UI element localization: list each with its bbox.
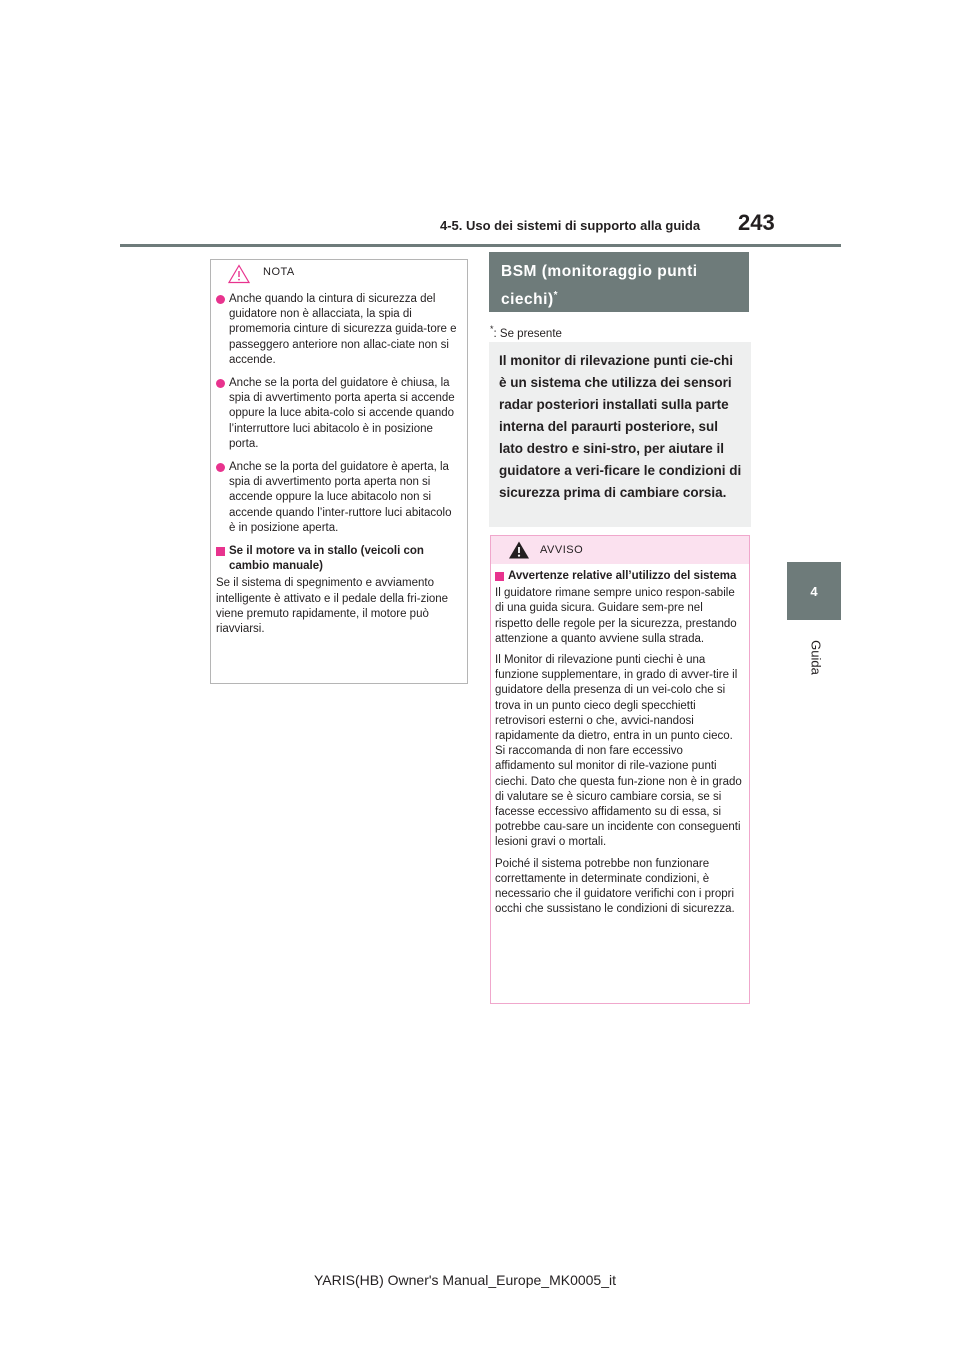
- nota-box: [210, 259, 468, 684]
- avviso-subheading-text: Avvertenze relative all’utilizzo del sistema: [508, 570, 737, 582]
- bsm-title-mark: *: [553, 290, 559, 301]
- footnote-text: : Se presente: [493, 327, 562, 340]
- bullet-text: Anche quando la cintura di sicurezza del guidatore non è allacciata, la spia di promemoria cinture di sicurezza guida-tore e passeggero anteriore non allac-ciate non si accende.: [229, 293, 457, 366]
- bullet-dot-icon: [216, 463, 225, 472]
- nota-title: NOTA: [263, 266, 295, 278]
- footnote-mark: *: [490, 324, 494, 334]
- section-title: 4-5. Uso dei sistemi di supporto alla guida: [440, 218, 701, 233]
- avviso-header: [491, 536, 749, 564]
- page-number: 243: [738, 210, 775, 235]
- chapter-tab: [787, 562, 841, 620]
- avviso-subheading: [495, 569, 743, 584]
- list-item: [216, 292, 461, 368]
- bullet-dot-icon: [216, 295, 225, 304]
- bsm-intro-text: Il monitor di rilevazione punti cie-chi è un sistema che utilizza dei sensori radar posteriori installati sulla parte interna del paraurti posteriore, sul lato destro e sini-stro, per aiutare il guidatore a veri-ficare le condizioni di sicurezza prima di cambiare corsia.: [499, 353, 742, 500]
- nota-subheading: [216, 544, 461, 574]
- warning-triangle-filled-icon: [508, 540, 530, 560]
- avviso-paragraph: Il guidatore rimane sempre unico respon-sabile di una guida sicura. Guidare sem-pre nel rispetto delle regole per la sicurezza, prestando attenzione a quanto avviene sulla strada.: [495, 587, 737, 645]
- chapter-label: Guida: [808, 640, 824, 675]
- avviso-paragraph: Poiché il sistema potrebbe non funzionare correttamente in determinate condizioni, è necessario che il guidatore verifichi con i propri occhi che sussistano le condizioni di sicurezza.: [495, 857, 735, 916]
- bullet-text: Anche se la porta del guidatore è chiusa, la spia di avvertimento porta aperta si accende oppure la luce abita-colo si accende quando l’interruttore luci abitacolo è in posizione porta.: [229, 377, 455, 450]
- nota-subheading-text: Se il motore va in stallo (veicoli con cambio manuale): [229, 545, 424, 573]
- bullet-dot-icon: [216, 379, 225, 388]
- header-rule: [120, 244, 841, 247]
- list-item: [216, 376, 461, 452]
- nota-paragraph: Se il sistema di spegnimento e avviamento intelligente è attivato e il pedale della fri-zione viene premuto rapidamente, il motore può riavviarsi.: [216, 577, 449, 636]
- footer-manual-id: YARIS(HB) Owner's Manual_Europe_MK0005_it: [314, 1272, 616, 1288]
- square-bullet-icon: [495, 572, 504, 581]
- chapter-label-container: [794, 628, 834, 688]
- avviso-paragraph: Il Monitor di rilevazione punti ciechi è una funzione supplementare, in grado di avver-tire il guidatore della presenza di un vei-colo che si trova in un punto cieco degli specchietti retrovisori esterni o che, avvici-nandosi rapidamente da dietro, entra in un punto cieco. Si raccomanda di non fare eccessivo affidamento sul monitor di rile-vazione punti ciechi. Dato che questa fun-zione non è in grado di valutare se è sicuro cambiare corsia, se si facesse eccessivo affidamento su di essa, si potrebbe cau-sare un incidente con conseguenti lesioni gravi o mortali.: [495, 654, 742, 849]
- square-bullet-icon: [216, 547, 225, 556]
- avviso-box: [490, 535, 750, 1004]
- avviso-body: [495, 569, 743, 923]
- bsm-intro-box: [489, 342, 751, 527]
- bsm-title-text: BSM (monitoraggio punti ciechi): [501, 263, 698, 309]
- footnote: [490, 324, 562, 340]
- bullet-text: Anche se la porta del guidatore è aperta, la spia di avvertimento porta aperta non si accende oppure la luce abitacolo non si accende quando l’inter-ruttore luci abitacolo è in posizione aperta.: [229, 461, 452, 534]
- avviso-title: AVVISO: [540, 544, 584, 556]
- list-item: [216, 460, 461, 536]
- nota-body: [216, 292, 461, 643]
- bsm-heading-bar: [489, 252, 749, 312]
- chapter-number: 4: [810, 583, 818, 599]
- caution-triangle-outline-icon: [228, 264, 250, 284]
- bsm-title: [501, 260, 741, 312]
- nota-header: [211, 260, 467, 288]
